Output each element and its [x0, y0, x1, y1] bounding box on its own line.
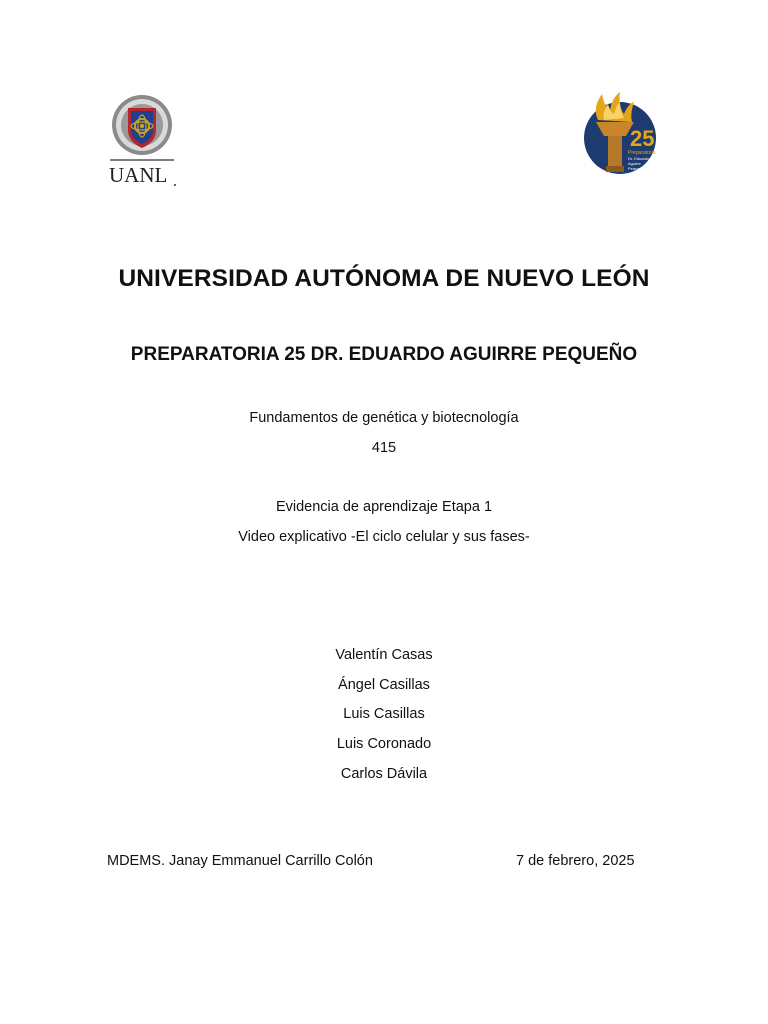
prepa25-torch-icon — [578, 90, 664, 178]
assignment-title: Video explicativo -El ciclo celular y sus fases- — [238, 529, 530, 545]
school-title: PREPARATORIA 25 DR. EDUARDO AGUIRRE PEQUEÑO — [130, 344, 638, 365]
student-name: Carlos Dávila — [340, 766, 428, 782]
student-name: Valentín Casas — [335, 647, 433, 663]
course-group: 415 — [371, 440, 397, 456]
uanl-logo — [104, 92, 184, 192]
prepa25-sublabel-3: Pequeño — [628, 166, 645, 171]
student-name: Luis Casillas — [343, 706, 425, 722]
student-name: Luis Coronado — [336, 736, 432, 752]
prepa25-sublabel-1: Dr. Eduardo — [628, 156, 650, 161]
prepa25-sublabel-2: Aguirre — [628, 161, 641, 166]
student-name: Ángel Casillas — [338, 677, 430, 693]
prepa25-number: 25 — [630, 126, 655, 151]
uanl-wordmark: UANL — [109, 163, 168, 187]
teacher-name: MDEMS. Janay Emmanuel Carrillo Colón — [107, 853, 373, 869]
prepa25-label: Preparatoria — [628, 150, 656, 156]
document-date: 7 de febrero, 2025 — [516, 853, 635, 869]
uanl-seal-icon — [104, 92, 184, 192]
university-title: UNIVERSIDAD AUTÓNOMA DE NUEVO LEÓN — [118, 265, 650, 292]
evidence-title: Evidencia de aprendizaje Etapa 1 — [275, 499, 493, 515]
prepa25-logo — [578, 90, 664, 178]
course-subject: Fundamentos de genética y biotecnología — [249, 410, 519, 426]
